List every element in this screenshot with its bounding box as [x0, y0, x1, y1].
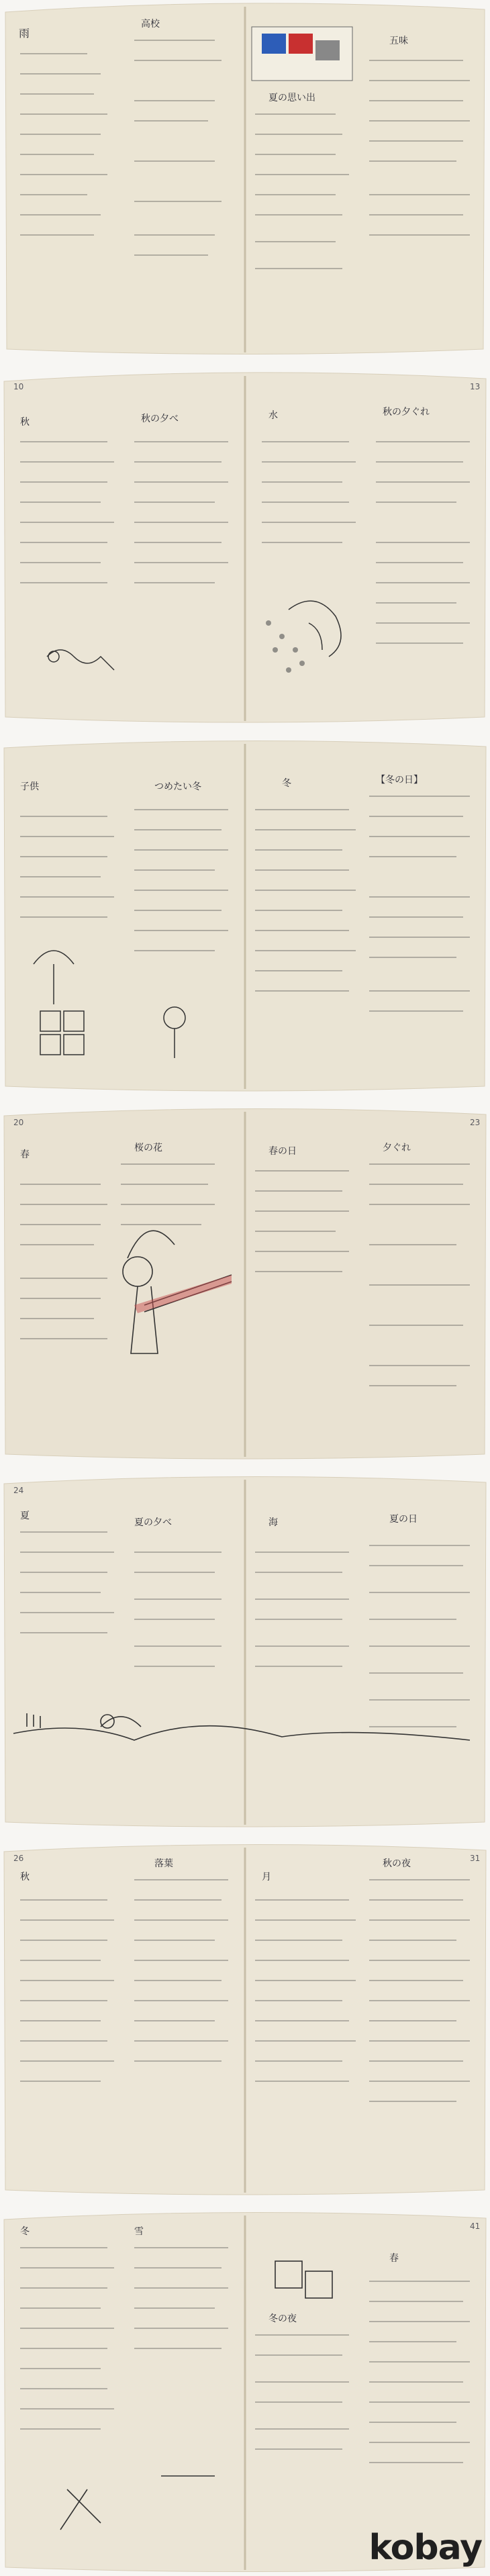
heading-4: 夕ぐれ	[383, 1143, 411, 1153]
heading-3: 春の日	[268, 1146, 297, 1157]
heading-1: 夏	[20, 1511, 30, 1521]
heading-1: 子供	[20, 781, 39, 792]
heading-4: 秋の夜	[383, 1858, 411, 1869]
heading-4: 夏の日	[389, 1514, 418, 1525]
heading-2: 秋の夕べ	[141, 414, 179, 424]
heading-3: 水	[268, 410, 278, 421]
heading-3: 月	[262, 1872, 271, 1882]
notebook-photo-6	[0, 1840, 490, 2199]
page-number-right: 31	[470, 1854, 481, 1863]
notebook-photo-4	[0, 1104, 490, 1463]
heading-1: 秋	[20, 1872, 30, 1882]
heading-3: 冬	[282, 778, 291, 789]
page-number-left: 20	[13, 1118, 24, 1127]
heading-2: 桜の花	[134, 1143, 162, 1153]
heading-4: 春	[389, 2253, 399, 2264]
page-number-left: 24	[13, 1486, 24, 1495]
notebook-photo-3	[0, 736, 490, 1095]
heading-4: 【冬の日】	[376, 775, 423, 785]
heading-4: 秋の夕ぐれ	[383, 407, 430, 418]
heading-1: 雨	[19, 27, 30, 40]
heading-1: 春	[20, 1149, 30, 1160]
watermark-logo: kobay	[369, 2528, 482, 2568]
heading-4: 五味	[389, 36, 408, 46]
page-number-left: 26	[13, 1854, 24, 1863]
heading-2: 高校	[141, 19, 160, 30]
heading-3: 夏の思い出	[268, 93, 315, 103]
heading-2: 夏の夕べ	[134, 1517, 172, 1528]
page-number-right: 41	[470, 2222, 481, 2231]
heading-2: 雪	[134, 2226, 144, 2237]
notebook-photo-7	[0, 2207, 490, 2576]
notebook-photo-1	[0, 0, 490, 359]
heading-3: 冬の夜	[268, 2313, 297, 2324]
heading-3: 海	[268, 1517, 278, 1528]
page-number-left: 10	[13, 382, 24, 391]
heading-2: 落葉	[154, 1858, 173, 1869]
heading-1: 冬	[20, 2226, 30, 2237]
notebook-photo-5	[0, 1472, 490, 1831]
heading-1: 秋	[20, 417, 30, 428]
notebook-photo-2	[0, 368, 490, 727]
page-number-right: 23	[470, 1118, 481, 1127]
page-number-right: 13	[470, 382, 481, 391]
heading-2: つめたい冬	[154, 781, 201, 792]
